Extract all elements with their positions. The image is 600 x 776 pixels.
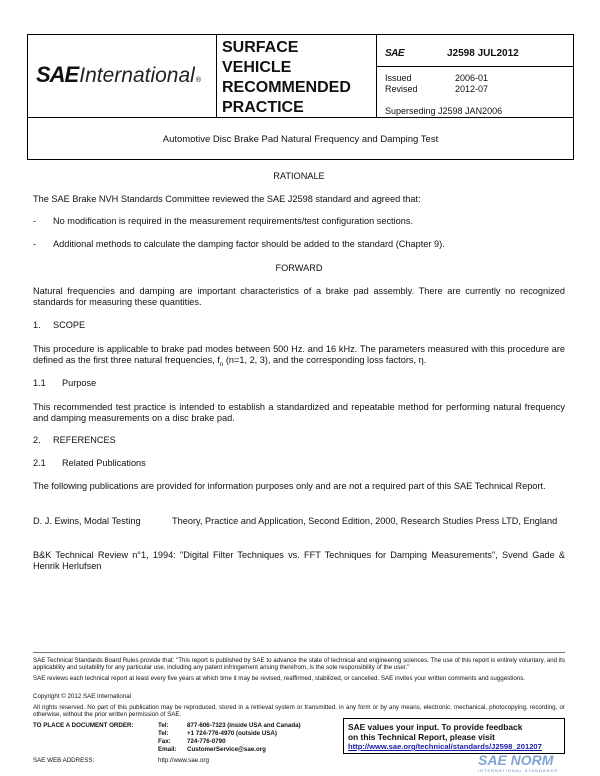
scope-text-b: (n=1, 2, 3), and the corresponding loss factors, η. <box>223 355 427 366</box>
section-1-title: SCOPE <box>53 320 86 330</box>
feedback-line: on this Technical Report, please visit <box>348 732 495 742</box>
footer-rules-text: SAE Technical Standards Board Rules provide that: "This report is published by SAE to advance the state of technical and engineering sciences. The use of this report is entirely voluntary, and its applicability and suitability for any particular use, including any patent infringement arising therefrom, is the sole responsibility of the user." <box>33 657 565 672</box>
feedback-link[interactable]: http://www.sae.org/technical/standards/J2598_201207 <box>348 742 542 751</box>
section-1-number: 1. <box>33 320 41 330</box>
reference-1-detail: Theory, Practice and Application, Second Edition, 2000, Research Studies Press LTD, England <box>172 516 558 526</box>
forward-heading: FORWARD <box>275 263 323 273</box>
document-title: Automotive Disc Brake Pad Natural Frequency and Damping Test <box>162 134 439 145</box>
contact-phone-international[interactable]: +1 724-776-4970 (outside USA) <box>187 730 277 737</box>
superseding-note: Superseding J2598 JAN2006 <box>385 106 503 116</box>
forward-paragraph: Natural frequencies and damping are important characteristics of a brake pad assembly. There are currently no recognized standards for measuring these quantities. <box>33 286 565 308</box>
section-2-title: REFERENCES <box>53 435 116 445</box>
doctype-line: PRACTICE <box>222 99 304 116</box>
revised-value: 2012-07 <box>455 84 489 94</box>
contact-label: Email: <box>158 746 177 753</box>
document-type <box>222 38 372 118</box>
bullet-marker: - <box>33 216 37 226</box>
contact-phone-domestic[interactable]: 877-606-7323 (inside USA and Canada) <box>187 722 301 729</box>
web-address-link[interactable]: http://www.sae.org <box>158 757 209 764</box>
watermark-subtitle: INTERNATIONAL STANDARDS <box>478 768 559 773</box>
header-divider <box>377 66 574 67</box>
footer-rights-text: All rights reserved. No part of this publication may be reproduced, stored in a retrieval system or transmitted, in any form or by any means, electronic, mechanical, photocopying, recording, or otherwise, without the prior written permission of SAE. <box>33 704 565 719</box>
contact-label: Tel: <box>158 722 169 729</box>
bullet-item: No modification is required in the measurement requirements/test configuration sections. <box>53 216 414 226</box>
section-2-1-paragraph: The following publications are provided for information purposes only and are not a required part of this SAE Technical Report. <box>33 481 546 491</box>
doctype-line: RECOMMENDED <box>222 79 351 96</box>
contact-label: Fax: <box>158 738 171 745</box>
section-2-1-number: 2.1 <box>33 458 46 468</box>
section-1-1-paragraph: This recommended test practice is intended to establish a standardized and repeatable method for performing natural frequency and damping measurements on a disc brake pad. <box>33 402 565 424</box>
watermark-logo: SAE NORM <box>478 752 554 768</box>
footer-review-text: SAE reviews each technical report at least every five years at which time it may be revised, reaffirmed, stabilized, or cancelled. SAE invites your written comments and suggestions. <box>33 675 526 682</box>
section-2-1-title: Related Publications <box>62 458 146 468</box>
scope-subscript: n <box>219 362 224 369</box>
issued-label: Issued <box>385 73 412 83</box>
doctype-line: SURFACE <box>222 39 299 56</box>
issued-value: 2006-01 <box>455 73 489 83</box>
web-address-label: SAE WEB ADDRESS: <box>33 757 95 764</box>
feedback-box <box>343 718 565 754</box>
doctype-line: VEHICLE <box>222 59 292 76</box>
bullet-item: Additional methods to calculate the damping factor should be added to the standard (Chapter 9). <box>53 239 445 249</box>
contact-label: Tel: <box>158 730 169 737</box>
revised-label: Revised <box>385 84 418 94</box>
rationale-heading: RATIONALE <box>273 171 325 181</box>
reference-2: B&K Technical Review n°1, 1994: "Digital Filter Techniques vs. FFT Techniques for Damping Measurements", Svend Gade & Henrik Herlufsen <box>33 550 565 572</box>
contact-fax: 724-776-0790 <box>187 738 226 745</box>
feedback-line: SAE values your input. To provide feedback <box>348 722 523 732</box>
bullet-marker: - <box>33 239 37 249</box>
section-1-paragraph <box>33 344 565 371</box>
section-1-1-title: Purpose <box>62 378 97 388</box>
order-label: TO PLACE A DOCUMENT ORDER: <box>33 722 134 729</box>
section-1-1-number: 1.1 <box>33 378 46 388</box>
sae-international-logo <box>36 62 201 88</box>
section-2-number: 2. <box>33 435 41 445</box>
footer-divider <box>33 652 565 653</box>
sae-mini-logo: SAE <box>385 48 405 59</box>
logo-international-text: International <box>79 64 195 87</box>
logo-sae-text: SAE <box>36 62 79 87</box>
reference-1-author: D. J. Ewins, Modal Testing <box>33 516 141 526</box>
contact-email-link[interactable]: CustomerService@sae.org <box>187 746 266 753</box>
rationale-intro: The SAE Brake NVH Standards Committee reviewed the SAE J2598 standard and agreed that: <box>33 194 421 204</box>
footer-copyright: Copyright © 2012 SAE International <box>33 693 132 700</box>
logo-registered-mark: ® <box>195 77 202 84</box>
document-number: J2598 JUL2012 <box>447 48 519 59</box>
scope-text-a: This procedure is applicable to brake pad modes between 500 Hz. and 16 kHz. The parameters measured with this procedure are defined as the first three natural frequencies, f <box>33 344 565 366</box>
